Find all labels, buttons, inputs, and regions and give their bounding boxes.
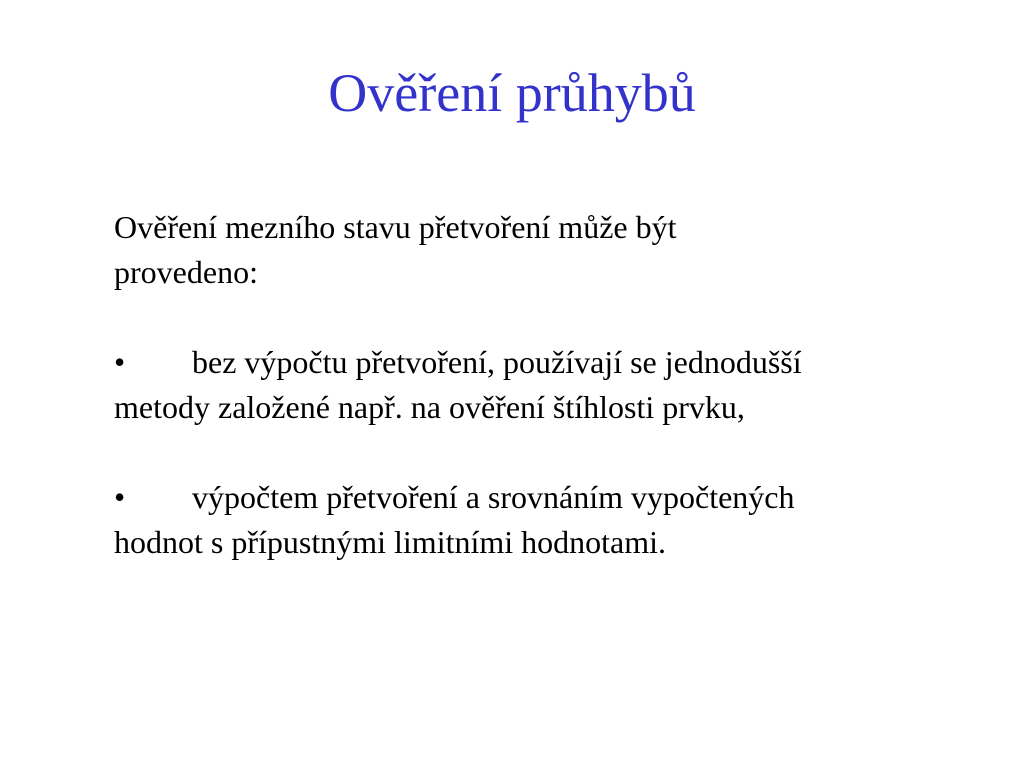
bullet-item-line-1 — [114, 479, 794, 515]
intro-line-2: provedeno: — [114, 254, 258, 290]
slide-title: Ověření průhybů — [328, 63, 696, 123]
bullet-item-text: výpočtem přetvoření a srovnáním vypočtených — [192, 479, 795, 515]
slide-body — [114, 205, 974, 565]
intro-paragraph — [114, 205, 974, 295]
bullet-item — [114, 475, 974, 565]
spacer — [114, 295, 974, 340]
intro-line-1: Ověření mezního stavu přetvoření může být — [114, 209, 677, 245]
bullet-item — [114, 340, 974, 430]
bullet-item-text: bez výpočtu přetvoření, používají se jednodušší — [192, 344, 802, 380]
bullet-icon: • — [114, 344, 126, 380]
bullet-icon: • — [114, 479, 126, 515]
bullet-item-line-1 — [114, 344, 802, 380]
bullet-item-line-2: metody založené např. na ověření štíhlosti prvku, — [114, 389, 745, 425]
spacer — [114, 430, 974, 475]
bullet-item-line-2: hodnot s přípustnými limitními hodnotami. — [114, 524, 667, 560]
